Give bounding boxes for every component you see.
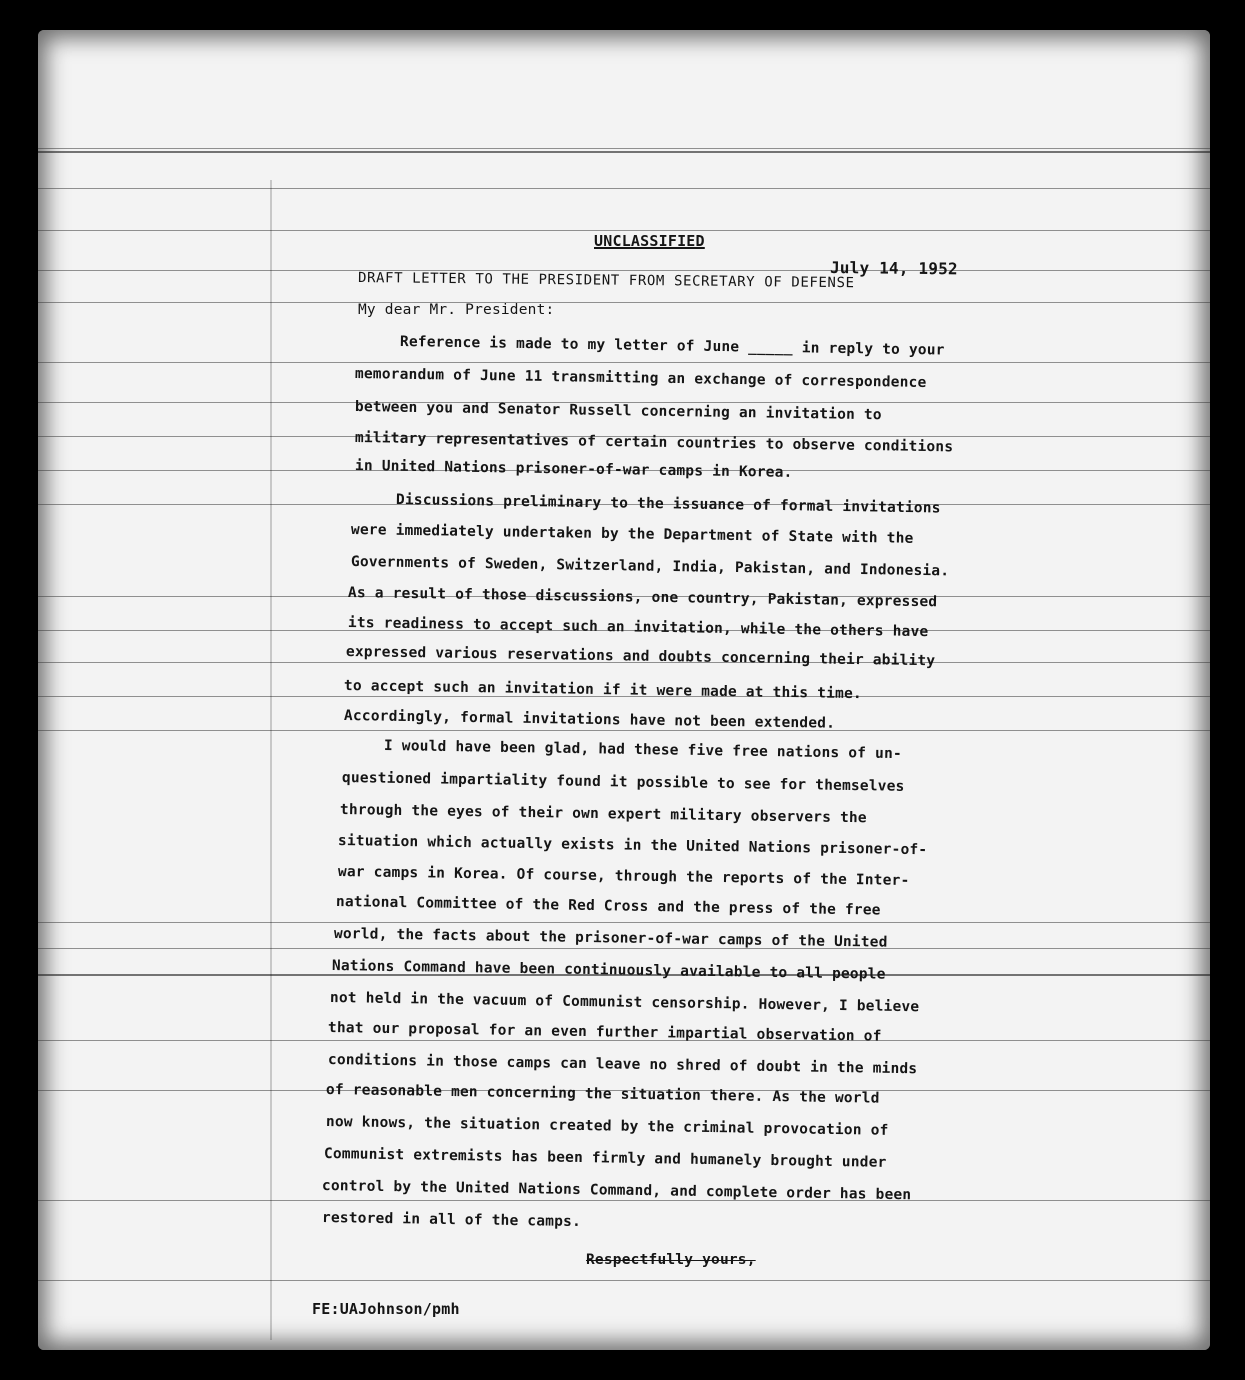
paragraph-3-line: now knows, the situation created by the criminal provocation of bbox=[325, 1114, 889, 1139]
paragraph-2-line: expressed various reservations and doubts concerning their ability bbox=[345, 644, 936, 670]
paragraph-3-line: conditions in those camps can leave no shred of doubt in the minds bbox=[327, 1052, 918, 1078]
paragraph-2-line: were immediately undertaken by the Department of State with the bbox=[350, 522, 914, 547]
paragraph-1-line: military representatives of certain countries to observe conditions bbox=[354, 430, 954, 456]
salutation: My dear Mr. President: bbox=[358, 302, 555, 318]
paragraph-3-line: questioned impartiality found it possible to see for themselves bbox=[341, 770, 905, 795]
classification-marking: UNCLASSIFIED bbox=[594, 232, 705, 250]
closing: Respectfully yours, bbox=[586, 1252, 756, 1268]
paragraph-3-line: national Committee of the Red Cross and the press of the free bbox=[335, 894, 881, 919]
letter-heading: DRAFT LETTER TO THE PRESIDENT FROM SECRETARY OF DEFENSE bbox=[357, 270, 855, 292]
paragraph-3-line: through the eyes of their own expert military observers the bbox=[339, 802, 867, 827]
paragraph-3-line: of reasonable men concerning the situation there. As the world bbox=[325, 1082, 880, 1107]
paragraph-3-line: Nations Command have been continuously available to all people bbox=[331, 958, 886, 983]
paragraph-3-line: world, the facts about the prisoner-of-war camps of the United bbox=[333, 926, 888, 951]
paragraph-3-line: not held in the vacuum of Communist censorship. However, I believe bbox=[329, 990, 920, 1016]
paragraph-1-line: in United Nations prisoner-of-war camps in Korea. bbox=[354, 458, 793, 481]
paragraph-3-line: that our proposal for an even further impartial observation of bbox=[327, 1020, 882, 1045]
paragraph-2-line: its readiness to accept such an invitation, while the others have bbox=[347, 615, 929, 641]
paragraph-2-line: Accordingly, formal invitations have not been extended. bbox=[343, 708, 836, 732]
paragraph-2-line: Discussions preliminary to the issuance of formal invitations bbox=[395, 492, 941, 517]
paragraph-1-line: Reference is made to my letter of June _____ in reply to your bbox=[399, 334, 945, 359]
paragraph-3-line: control by the United Nations Command, and complete order has been bbox=[321, 1178, 912, 1204]
paragraph-2-line: to accept such an invitation if it were made at this time. bbox=[343, 678, 862, 703]
paragraph-3-line: I would have been glad, had these five free nations of un- bbox=[383, 738, 902, 763]
paragraph-2-line: Governments of Sweden, Switzerland, India, Pakistan, and Indonesia. bbox=[350, 554, 950, 580]
letter-date: July 14, 1952 bbox=[829, 258, 958, 279]
paragraph-1-line: memorandum of June 11 transmitting an exchange of correspondence bbox=[354, 366, 927, 391]
paragraph-3-line: war camps in Korea. Of course, through the reports of the Inter- bbox=[337, 864, 910, 889]
document-page bbox=[38, 30, 1210, 1350]
reference-initials: FE:UAJohnson/pmh bbox=[312, 1300, 460, 1318]
paragraph-2-line: As a result of those discussions, one country, Pakistan, expressed bbox=[347, 585, 938, 611]
paragraph-3-line: Communist extremists has been firmly and humanely brought under bbox=[323, 1146, 887, 1171]
letter-body bbox=[38, 30, 1210, 1350]
paragraph-1-line: between you and Senator Russell concerning an invitation to bbox=[354, 399, 882, 424]
paragraph-3-line: situation which actually exists in the United Nations prisoner-of- bbox=[337, 833, 928, 859]
paragraph-3-line: restored in all of the camps. bbox=[321, 1210, 582, 1231]
